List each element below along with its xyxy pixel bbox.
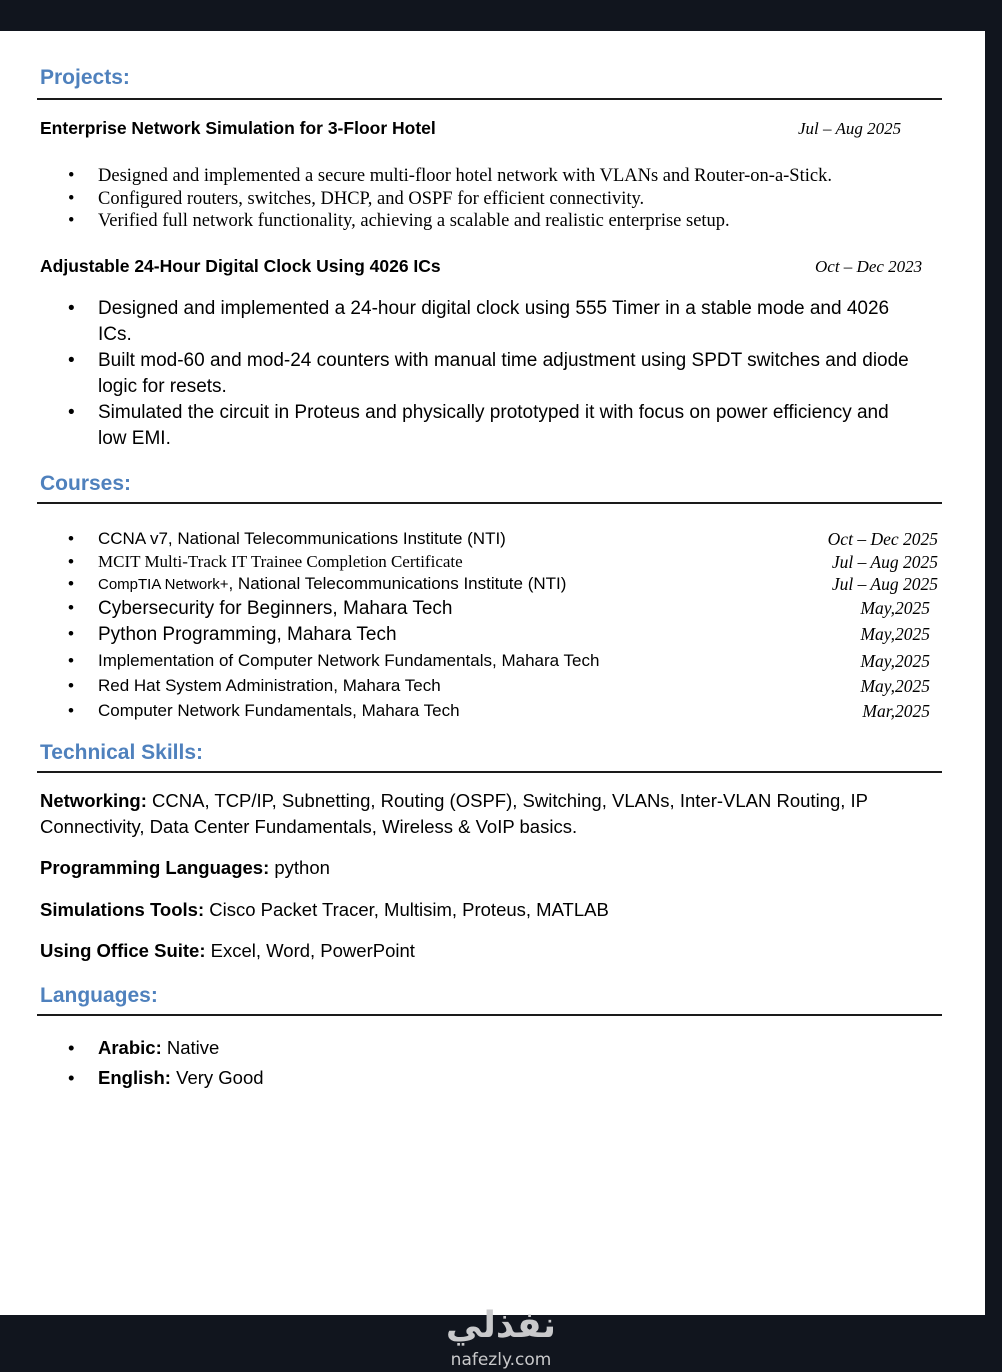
course-item [68,701,930,725]
bullet-icon: • [68,574,74,593]
bullet-icon: • [68,350,75,371]
course-item [68,598,930,622]
course-name: Implementation of Computer Network Fundamentals, Mahara Tech [98,651,600,670]
course-name: Computer Network Fundamentals, Mahara Tech [98,701,460,720]
course-date: May,2025 [860,676,930,696]
list-item: • Configured routers, switches, DHCP, and OSPF for efficient connectivity. [68,188,645,209]
bullet-icon: • [68,651,74,670]
skill-programming: Programming Languages: python [40,857,330,878]
nafezly-logo-url: nafezly.com [450,1350,552,1370]
course-item [68,529,938,553]
course-name: Python Programming, Mahara Tech [98,624,397,645]
course-name: Red Hat System Administration, Mahara Tech [98,676,441,695]
nafezly-logo-arabic: نفذلي [445,1305,557,1346]
project-date: Jul – Aug 2025 [798,119,902,138]
projects-rule [37,98,942,100]
bullet-icon: • [68,676,74,695]
languages-rule [37,1014,942,1016]
language-arabic: • Arabic: Native [68,1037,220,1058]
courses-rule [37,502,942,504]
project-title: Enterprise Network Simulation for 3-Floor Hotel [40,118,436,138]
course-date: May,2025 [860,651,930,671]
bullet-icon: • [68,1037,75,1058]
skill-office: Using Office Suite: Excel, Word, PowerPoint [40,940,415,961]
course-name: CompTIA Network+, National Telecommunications Institute (NTI) [98,574,567,593]
projects-heading: Projects: [40,66,130,89]
list-item: • Verified full network functionality, achieving a scalable and realistic enterprise setup. [68,211,730,231]
skill-simulation: Simulations Tools: Cisco Packet Tracer, Multisim, Proteus, MATLAB [40,899,609,920]
project-bullets [68,296,918,452]
course-item [68,624,930,648]
course-date: May,2025 [860,598,930,618]
course-date: Mar,2025 [862,701,930,721]
project-title: Adjustable 24-Hour Digital Clock Using 4026 ICs [40,256,441,276]
bullet-icon: • [68,552,74,571]
course-date: Jul – Aug 2025 [831,574,938,594]
list-item: • Simulated the circuit in Proteus and physically prototyped it with focus on power efficiency and low EMI. [68,402,889,449]
course-item [68,651,930,675]
bullet-icon: • [68,1067,75,1088]
list-item: • Designed and implemented a 24-hour digital clock using 555 Timer in a stable mode and 4026 ICs. [68,298,890,345]
skills-heading: Technical Skills: [40,741,204,764]
bullet-icon: • [68,624,74,643]
course-item [68,676,930,700]
bullet-icon: • [68,402,75,423]
course-item [68,574,938,598]
course-name: Cybersecurity for Beginners, Mahara Tech [98,598,453,619]
project-bullets [68,165,928,233]
skill-networking: Networking: CCNA, TCP/IP, Subnetting, Routing (OSPF), Switching, VLANs, Inter-VLAN Routing, IP Connectivity, Data Center Fundamentals, Wireless & VoIP basics. [40,790,868,837]
list-item: • Designed and implemented a secure multi-floor hotel network with VLANs and Router-on-a-Stick. [68,166,832,186]
courses-heading: Courses: [40,472,132,495]
course-item [68,552,938,576]
bullet-icon: • [68,298,75,319]
project-date: Oct – Dec 2023 [815,257,923,276]
languages-heading: Languages: [40,984,158,1007]
bullet-icon: • [68,598,74,617]
list-item: • Built mod-60 and mod-24 counters with manual time adjustment using SPDT switches and diode logic for resets. [68,350,909,397]
course-date: Oct – Dec 2025 [827,529,938,549]
language-english: • English: Very Good [68,1067,264,1088]
course-name: CCNA v7, National Telecommunications Institute (NTI) [98,529,506,548]
skills-rule [37,771,942,773]
bullet-icon: • [68,188,75,209]
bullet-icon: • [68,529,74,548]
bullet-icon: • [68,211,75,231]
bullet-icon: • [68,701,74,720]
course-date: Jul – Aug 2025 [831,552,938,572]
course-date: May,2025 [860,624,930,644]
course-name: MCIT Multi-Track IT Trainee Completion Certificate [98,552,463,571]
bullet-icon: • [68,166,75,186]
